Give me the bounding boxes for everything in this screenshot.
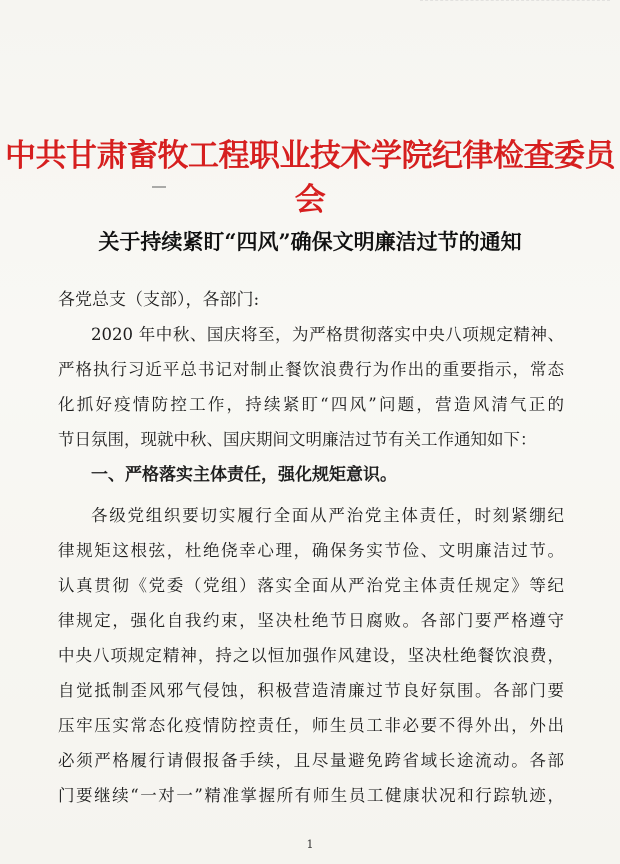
intro-line-4: 节日氛围，现就中秋、国庆期间文明廉洁过节有关工作通知如下： [58,430,537,449]
section-1-line-6: 自觉抵制歪风邪气侵蚀，积极营造清廉过节良好氛围。各部门要 [58,681,564,700]
intro-line-3: 化抓好疫情防控工作，持续紧盯“四风”问题，营造风清气正的 [58,395,564,414]
section-1-line-9: 门要继续“一对一”精准掌握所有师生员工健康状况和行踪轨迹， [58,786,564,805]
salutation: 各党总支（支部），各部门: [58,290,260,310]
scan-artifact [420,0,610,11]
section-1-line-8: 必须严格履行请假报备手续，且尽量避免跨省域长途流动。各部 [58,751,564,770]
section-1-line-5: 中央八项规定精神，持之以恒加强作风建设，坚决杜绝餐饮浪费， [58,646,564,665]
organization-header: 中共甘肃畜牧工程职业技术学院纪律检查委员会 [5,138,615,218]
intro-line-1: 2020 年中秋、国庆将至，为严格贯彻落实中央八项规定精神、 [91,325,564,344]
section-1-line-2: 律规矩这根弦，杜绝侥幸心理，确保务实节俭、文明廉洁过节。 [58,541,564,560]
document-title: 关于持续紧盯“四风”确保文明廉洁过节的通知 [98,229,522,254]
section-1-line-7: 压牢压实常态化疫情防控责任，师生员工非必要不得外出，外出 [58,716,564,735]
intro-line-2: 严格执行习近平总书记对制止餐饮浪费行为作出的重要指示，常态 [58,360,564,379]
section-1-line-4: 律规定，强化自我约束，坚决杜绝节日腐败。各部门要严格遵守 [58,611,564,630]
section-heading-1: 一、严格落实主体责任，强化规矩意识。 [91,465,397,485]
section-1-line-3: 认真贯彻《党委（党组）落实全面从严治党主体责任规定》等纪 [58,576,564,595]
header-mark [152,186,166,191]
section-1-line-1: 各级党组织要切实履行全面从严治党主体责任，时刻紧绷纪 [91,506,564,525]
page-number: 1 [306,838,314,851]
